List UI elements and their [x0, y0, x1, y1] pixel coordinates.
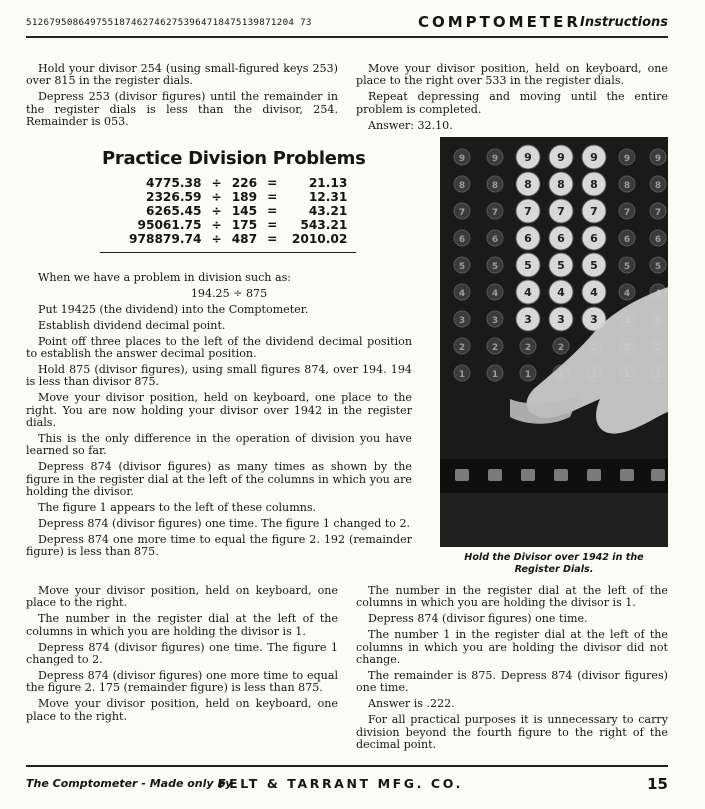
divisor: 145 [231, 204, 258, 218]
key-digit: 9 [590, 151, 598, 164]
caption-line: Register Dials. [514, 564, 594, 575]
keyboard-photo [440, 137, 668, 547]
key-digit: 3 [557, 313, 565, 326]
paragraph: Move your divisor position, held on keyboard, one place to the right. [26, 584, 338, 610]
right-lower-text [356, 585, 668, 755]
page-header [26, 12, 668, 34]
key-digit: 5 [623, 262, 631, 272]
divide-sign: ÷ [211, 176, 222, 190]
key-digit: 8 [458, 181, 466, 191]
key-digit: 8 [590, 178, 598, 191]
key-digit: 4 [623, 289, 631, 299]
key-digit: 9 [623, 154, 631, 164]
paragraph: Move your divisor position, held on keyboard, one place to the right. [26, 697, 338, 723]
practice-title: Practice Division Problems [102, 148, 366, 169]
key-digit: 2 [524, 343, 532, 353]
paragraph: When we have a problem in division such as: [38, 271, 292, 284]
key-digit: 7 [590, 205, 598, 218]
key-digit: 6 [623, 235, 631, 245]
keyboard-base [440, 493, 668, 547]
result: 2010.02 [291, 232, 348, 246]
key-digit: 1 [458, 370, 466, 380]
problem-row [124, 219, 352, 233]
keyboard-photo-svg [440, 137, 668, 547]
divisor: 189 [231, 190, 258, 204]
paragraph: Hold 875 (divisor figures), using small figures 874, over 194. 194 is less than divisor 875. [26, 362, 412, 389]
paragraph: The remainder is 875. Depress 874 (divisor figures) one time. [356, 668, 668, 695]
key-digit: 4 [590, 286, 598, 299]
header-section-title: Instructions [579, 15, 668, 30]
key-digit: 6 [557, 232, 565, 245]
equals-sign: = [267, 190, 278, 204]
paragraph: Repeat depressing and moving until the entire problem is completed. [356, 90, 668, 116]
paragraph: The figure 1 appears to the left of these columns. [38, 501, 317, 514]
divide-sign: ÷ [211, 218, 222, 232]
key-digit: 7 [458, 208, 466, 218]
paragraph: The number in the register dial at the left of the columns in which you are holding the divisor is 1. [356, 584, 668, 610]
key-digit: 5 [590, 259, 598, 272]
key-digit: 9 [654, 154, 662, 164]
divide-sign: ÷ [211, 232, 222, 246]
key-digit: 7 [654, 208, 662, 218]
paragraph: Point off three places to the left of the dividend decimal position to establish the answer decimal position. [26, 334, 412, 361]
practice-rule [100, 252, 356, 253]
header-brand: COMPTOMETER [418, 13, 581, 31]
problem-row [124, 233, 352, 247]
divide-sign: ÷ [211, 204, 222, 218]
problem-row [124, 205, 352, 219]
register-dial-icon [455, 469, 469, 481]
key-digit: 8 [524, 178, 532, 191]
key-digit: 5 [557, 259, 565, 272]
key-digit: 8 [491, 181, 499, 191]
right-top-text [356, 63, 668, 136]
result: 543.21 [300, 218, 348, 232]
practice-problems [100, 148, 366, 253]
paragraph: Hold your divisor 254 (using small-figured keys 253) over 815 in the register dials. [26, 62, 338, 88]
left-top-text [26, 63, 338, 132]
dividend: 978879.74 [129, 232, 202, 246]
paragraph: Establish dividend decimal point. [38, 318, 226, 332]
key-digit: 9 [557, 151, 565, 164]
key-digit: 2 [557, 343, 565, 353]
paragraph: Answer: 32.10. [368, 118, 453, 132]
key-digit: 1 [524, 370, 532, 380]
key-digit: 4 [524, 286, 532, 299]
paragraph: Move your divisor position, held on keyboard, one place to the right. You are now holding your divisor over 1942 in the register dials. [26, 391, 412, 430]
paragraph: The number in the register dial at the left of the columns in which you are holding the divisor is 1. [26, 612, 338, 638]
practice-table [124, 177, 352, 247]
register-dial-icon [521, 469, 535, 481]
dividend: 6265.45 [145, 204, 202, 218]
problem-row [124, 177, 352, 191]
key-digit: 6 [524, 232, 532, 245]
footer-rule [26, 765, 668, 767]
key-digit: 7 [524, 205, 532, 218]
paragraph: Depress 874 (divisor figures) one time. The figure 1 changed to 2. [38, 516, 411, 530]
equals-sign: = [267, 176, 278, 190]
dividend: 95061.75 [137, 218, 202, 232]
result: 43.21 [308, 204, 348, 218]
key-digit: 2 [491, 343, 499, 353]
photo-caption [440, 552, 668, 576]
key-digit: 5 [654, 262, 662, 272]
dividend: 2326.59 [145, 190, 202, 204]
key-digit: 6 [654, 235, 662, 245]
paragraph: Move your divisor position, held on keyboard, one place to the right over 533 in the register dials. [356, 62, 668, 88]
register-dial-icon [620, 469, 634, 481]
paragraph: Depress 874 (divisor figures) one more time to equal the figure 2. 175 (remainder figure) is less than 875. [26, 668, 338, 695]
key-digit: 2 [458, 343, 466, 353]
equals-sign: = [267, 232, 278, 246]
key-digit: 6 [590, 232, 598, 245]
paragraph: For all practical purposes it is unnecessary to carry division beyond the fourth figure to the right of the decimal point. [356, 713, 668, 751]
paragraph: Depress 874 one more time to equal the figure 2. 192 (remainder figure) is less than 875. [26, 532, 412, 559]
paragraph: Answer is .222. [368, 697, 455, 711]
key-digit: 8 [557, 178, 565, 191]
key-digit: 7 [557, 205, 565, 218]
paragraph: Depress 874 (divisor figures) one time. The figure 1 changed to 2. [26, 640, 338, 667]
key-digit: 5 [458, 262, 466, 272]
key-digit: 3 [590, 313, 598, 326]
register-dial-icon [488, 469, 502, 481]
caption-line: Hold the Divisor over 1942 in the [464, 552, 644, 563]
key-digit: 3 [491, 316, 499, 326]
page-footer [26, 775, 668, 793]
left-main-text [26, 272, 412, 562]
divisor: 226 [231, 176, 258, 190]
dividend: 4775.38 [145, 176, 202, 190]
header-rule [26, 36, 668, 38]
key-digit: 9 [458, 154, 466, 164]
divisor: 175 [231, 218, 258, 232]
page-number: 15 [647, 775, 668, 793]
key-digit: 4 [557, 286, 565, 299]
problem-row [124, 191, 352, 205]
result: 12.31 [308, 190, 348, 204]
register-dial-icon [554, 469, 568, 481]
key-digit: 9 [524, 151, 532, 164]
footer-tagline: The Comptometer - Made only by [26, 777, 233, 790]
equals-sign: = [267, 218, 278, 232]
register-dial-icon [651, 469, 665, 481]
key-digit: 8 [623, 181, 631, 191]
key-digit: 6 [458, 235, 466, 245]
key-digit: 4 [458, 289, 466, 299]
register-dial-icon [587, 469, 601, 481]
paragraph: The number 1 in the register dial at the left of the columns in which you are holding the divisor did not change. [356, 628, 668, 667]
divide-sign: ÷ [211, 190, 222, 204]
key-digit: 4 [491, 289, 499, 299]
key-digit: 3 [524, 313, 532, 326]
paragraph: Depress 874 (divisor figures) as many times as shown by the figure in the register dial at the left of the columns in which you are holding the divisor. [26, 460, 412, 499]
header-digit-strip: 5126795086497551874627462753964718475139871204 73 [26, 17, 312, 28]
key-digit: 3 [458, 316, 466, 326]
key-digit: 9 [491, 154, 499, 164]
key-digit: 5 [491, 262, 499, 272]
key-digit: 8 [654, 181, 662, 191]
example-expression: 194.25 ÷ 875 [190, 286, 268, 300]
key-digit: 1 [491, 370, 499, 380]
equals-sign: = [267, 204, 278, 218]
key-digit: 5 [524, 259, 532, 272]
divisor: 487 [231, 232, 258, 246]
footer-maker: FELT & TARRANT MFG. CO. [218, 776, 464, 791]
key-digit: 7 [491, 208, 499, 218]
key-digit: 7 [623, 208, 631, 218]
left-lower-text [26, 585, 338, 727]
result: 21.13 [308, 176, 348, 190]
paragraph: Put 19425 (the dividend) into the Comptometer. [38, 302, 309, 316]
paragraph: Depress 874 (divisor figures) one time. [368, 612, 588, 626]
paragraph: This is the only difference in the operation of division you have learned so far. [26, 431, 412, 458]
key-digit: 6 [491, 235, 499, 245]
paragraph: Depress 253 (divisor figures) until the remainder in the register dials is less than the divisor, 254. Remainder is 053. [26, 90, 338, 129]
